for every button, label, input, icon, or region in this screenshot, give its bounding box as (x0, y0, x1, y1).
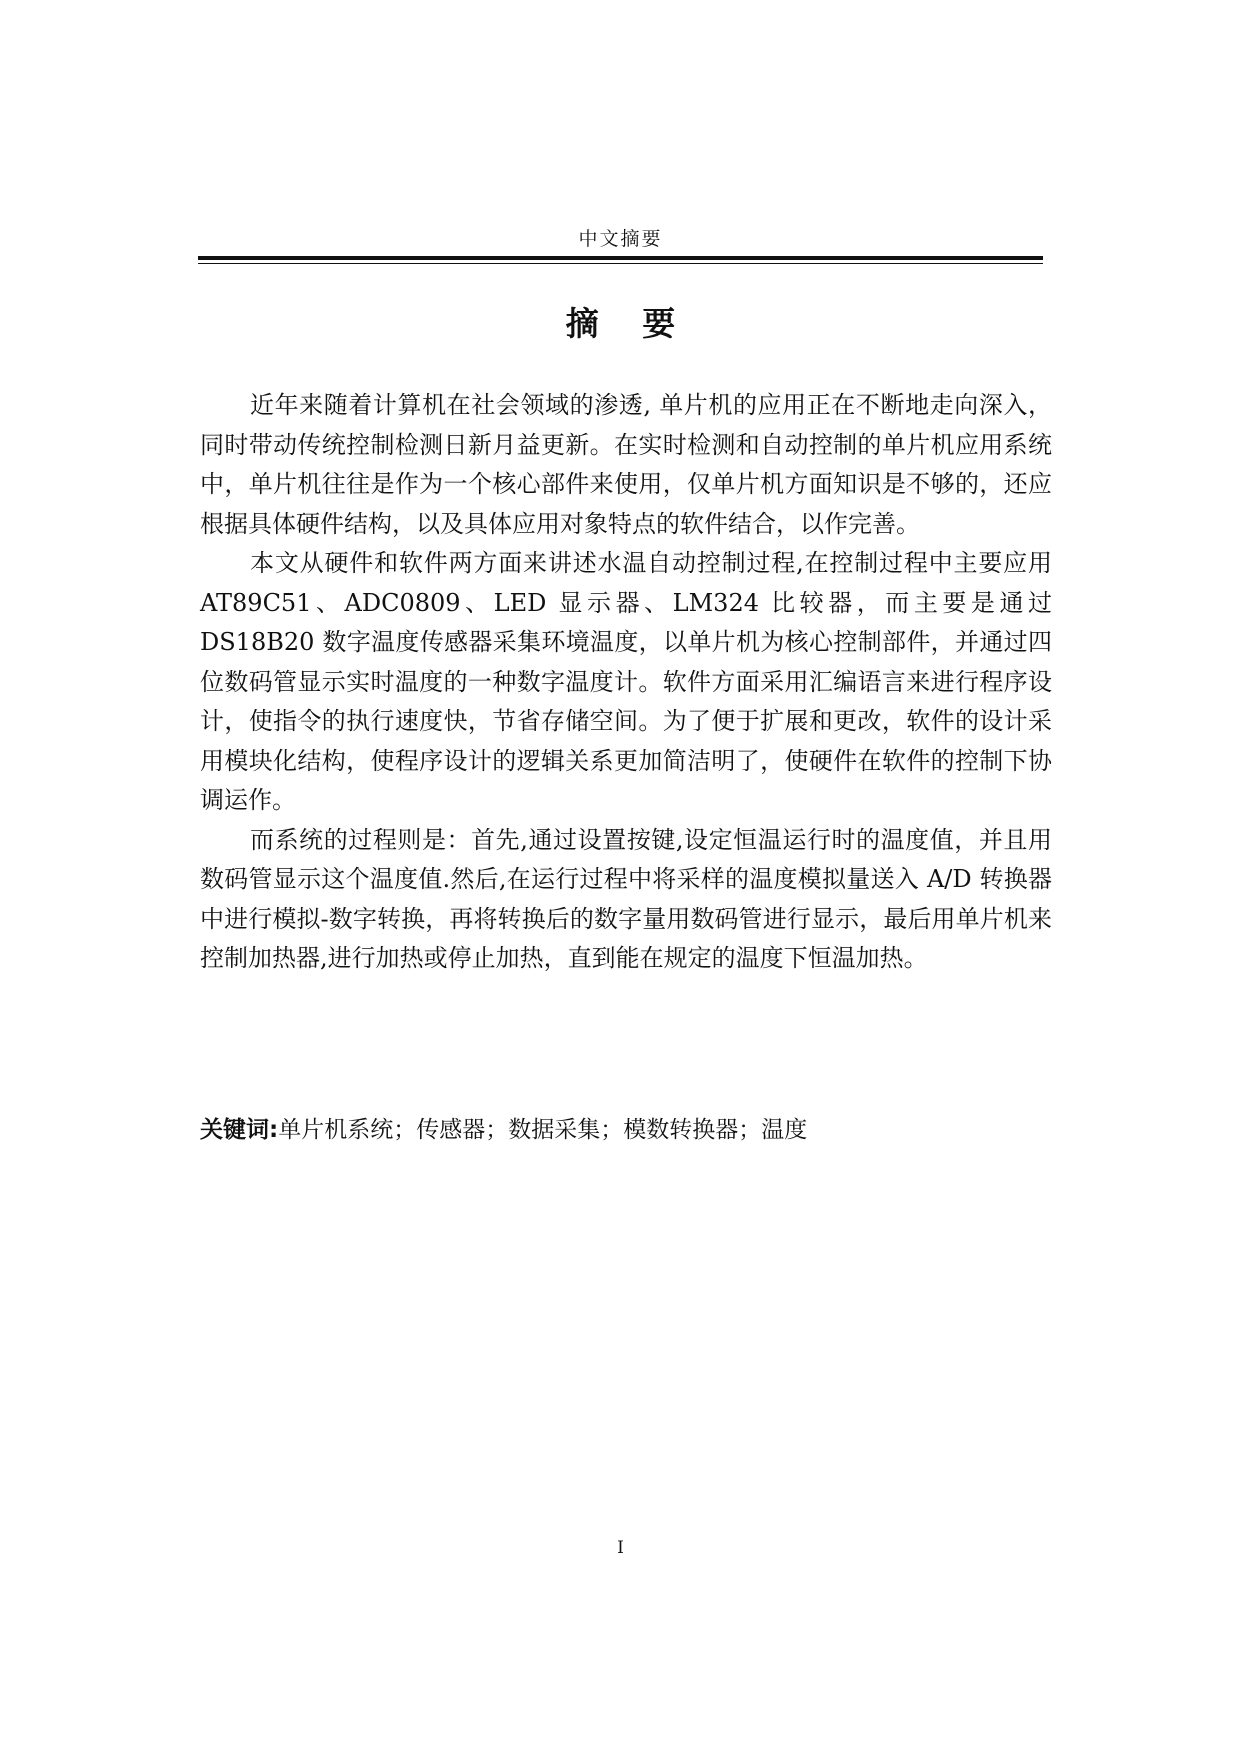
keywords-label: 关键词: (200, 1117, 279, 1143)
abstract-body (200, 386, 1052, 979)
keywords-text: 单片机系统；传感器；数据采集；模数转换器；温度 (278, 1117, 808, 1143)
header-rule-thick (198, 256, 1043, 260)
abstract-paragraph-2: 本文从硬件和软件两方面来讲述水温自动控制过程,在控制过程中主要应用 AT89C51、ADC0809、LED 显示器、LM324 比较器，而主要是通过 DS18B20 数字温度传感器采集环境温度，以单片机为核心控制部件，并通过四位数码管显示实时温度的一种数字温度计。软件方面采用汇编语言来进行程序设计，使指令的执行速度快，节省存储空间。为了便于扩展和更改，软件的设计采用模块化结构，使程序设计的逻辑关系更加简洁明了，使硬件在软件的控制下协调运作。 (200, 549, 1052, 814)
keywords-line (200, 1114, 1040, 1146)
page-number: I (617, 1538, 624, 1558)
header-rule-thin (198, 263, 1043, 264)
abstract-paragraph-1: 近年来随着计算机在社会领域的渗透, 单片机的应用正在不断地走向深入，同时带动传统控制检测日新月益更新。在实时检测和自动控制的单片机应用系统中，单片机往往是作为一个核心部件来使用，仅单片机方面知识是不够的，还应根据具体硬件结构，以及具体应用对象特点的软件结合，以作完善。 (200, 391, 1052, 538)
abstract-paragraph-3: 而系统的过程则是：首先,通过设置按键,设定恒温运行时的温度值，并且用数码管显示这个温度值.然后,在运行过程中将采样的温度模拟量送入 A/D 转换器中进行模拟-数字转换，再将转换后的数字量用数码管进行显示，最后用单片机来控制加热器,进行加热或停止加热，直到能在规定的温度下恒温加热。 (200, 825, 1052, 972)
page-title: 摘 要 (565, 304, 692, 343)
running-header: 中文摘要 (578, 228, 663, 250)
